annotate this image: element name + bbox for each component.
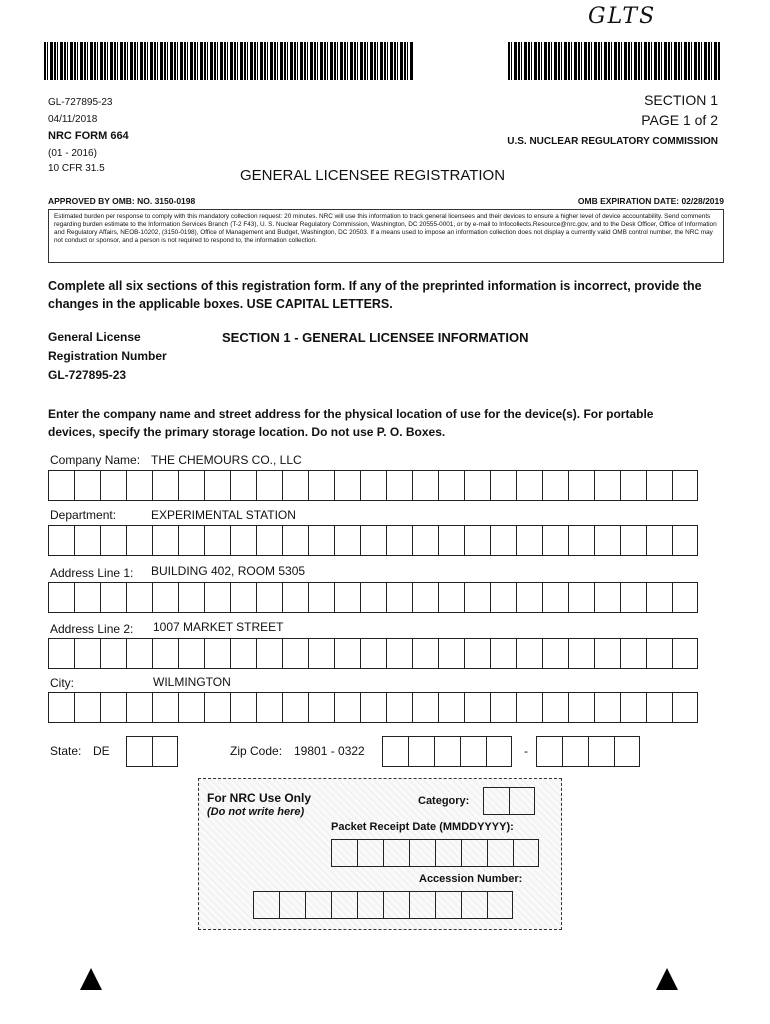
- city-value: WILMINGTON: [153, 675, 231, 689]
- instructions: Complete all six sections of this registration form. If any of the preprinted information is incorrect, provide the changes in the applicable boxes. USE CAPITAL LETTERS.: [48, 279, 702, 311]
- category-boxes: [483, 787, 535, 815]
- gl-number-label-2: Registration Number: [48, 349, 167, 363]
- receipt-date-label: Packet Receipt Date (MMDDYYYY):: [331, 821, 514, 833]
- form-title: GENERAL LICENSEE REGISTRATION: [240, 167, 506, 184]
- omb-expiration: OMB EXPIRATION DATE: 02/28/2019: [577, 196, 724, 206]
- address-line-2-label: Address Line 2:: [50, 622, 134, 636]
- section-number: SECTION 1: [644, 92, 718, 108]
- cfr-reference: 10 CFR 31.5: [48, 163, 105, 174]
- registration-code: GL-727895-23: [48, 97, 113, 108]
- state-boxes[interactable]: [126, 736, 178, 767]
- zip-code-value: 19801 - 0322: [294, 744, 365, 758]
- nrc-use-title: For NRC Use Only: [207, 791, 312, 805]
- address-line-2-boxes[interactable]: [48, 638, 698, 669]
- handwritten-initials: GLTS: [588, 4, 657, 29]
- gl-number-value: GL-727895-23: [48, 368, 127, 382]
- state-label: State:: [50, 744, 82, 758]
- barcode-left: [44, 42, 414, 80]
- department-value: EXPERIMENTAL STATION: [151, 508, 296, 522]
- gl-number-label-1: General License: [48, 330, 141, 344]
- address-line-1-boxes[interactable]: [48, 582, 698, 613]
- alignment-triangle-left-icon: [80, 968, 102, 990]
- category-label: Category:: [418, 795, 470, 807]
- receipt-date-boxes: [331, 839, 539, 867]
- nrc-use-subtitle: (Do not write here): [207, 806, 305, 818]
- agency-name: U.S. NUCLEAR REGULATORY COMMISSION: [507, 136, 718, 147]
- city-boxes[interactable]: [48, 692, 698, 723]
- burden-notice: Estimated burden per response to comply with this mandatory collection request: 20 minutes. NRC will use this information to track general licensees and their devices to ensure a higher level of device accountability. Send comments regarding burden estimate to the Information Services Branch (T-2 F43), U. S. Nuclear Regulatory Commission, Washington, DC 20555-0001, or by e-mail to Infocollects.Resource@nrc.gov, and to the Desk Officer, Office of Information and Regulatory Affairs, NEOB-10202, (3150-0198), Office of Management and Budget, Washington, DC 20503. If a means used to impose an information collection does not display a currently valid OMB control number, the NRC may not conduct or sponsor, and a person is not required to respond to, the information collection.: [48, 209, 724, 263]
- company-name-boxes[interactable]: [48, 470, 698, 501]
- company-name-value: THE CHEMOURS CO., LLC: [151, 453, 302, 467]
- alignment-triangle-right-icon: [656, 968, 678, 990]
- barcode-right: [508, 42, 720, 80]
- accession-number-label: Accession Number:: [419, 873, 523, 885]
- nrc-use-only-box: [198, 778, 562, 930]
- address-line-2-value: 1007 MARKET STREET: [153, 620, 284, 634]
- section-heading: SECTION 1 - GENERAL LICENSEE INFORMATION: [222, 330, 529, 345]
- address-line-1-value: BUILDING 402, ROOM 5305: [151, 564, 306, 578]
- form-date: 04/11/2018: [48, 114, 98, 125]
- form-name: NRC FORM 664: [48, 130, 129, 142]
- omb-approval: APPROVED BY OMB: NO. 3150-0198: [48, 196, 196, 206]
- department-boxes[interactable]: [48, 525, 698, 556]
- address-line-1-label: Address Line 1:: [50, 566, 134, 580]
- zip-dash: -: [524, 744, 528, 758]
- zip-code-boxes[interactable]: [382, 736, 512, 767]
- form-revision: (01 - 2016): [48, 148, 97, 159]
- department-label: Department:: [50, 508, 117, 522]
- accession-number-boxes: [253, 891, 513, 919]
- page-number: PAGE 1 of 2: [641, 112, 718, 128]
- zip-code-label: Zip Code:: [230, 744, 283, 758]
- company-name-label: Company Name:: [50, 453, 141, 467]
- city-label: City:: [50, 676, 74, 690]
- address-instructions: Enter the company name and street address for the physical location of use for the device(s). For portable devices, specify the primary storage location. Do not use P. O. Boxes.: [48, 407, 654, 439]
- state-value: DE: [93, 744, 110, 758]
- zip-extension-boxes[interactable]: [536, 736, 640, 767]
